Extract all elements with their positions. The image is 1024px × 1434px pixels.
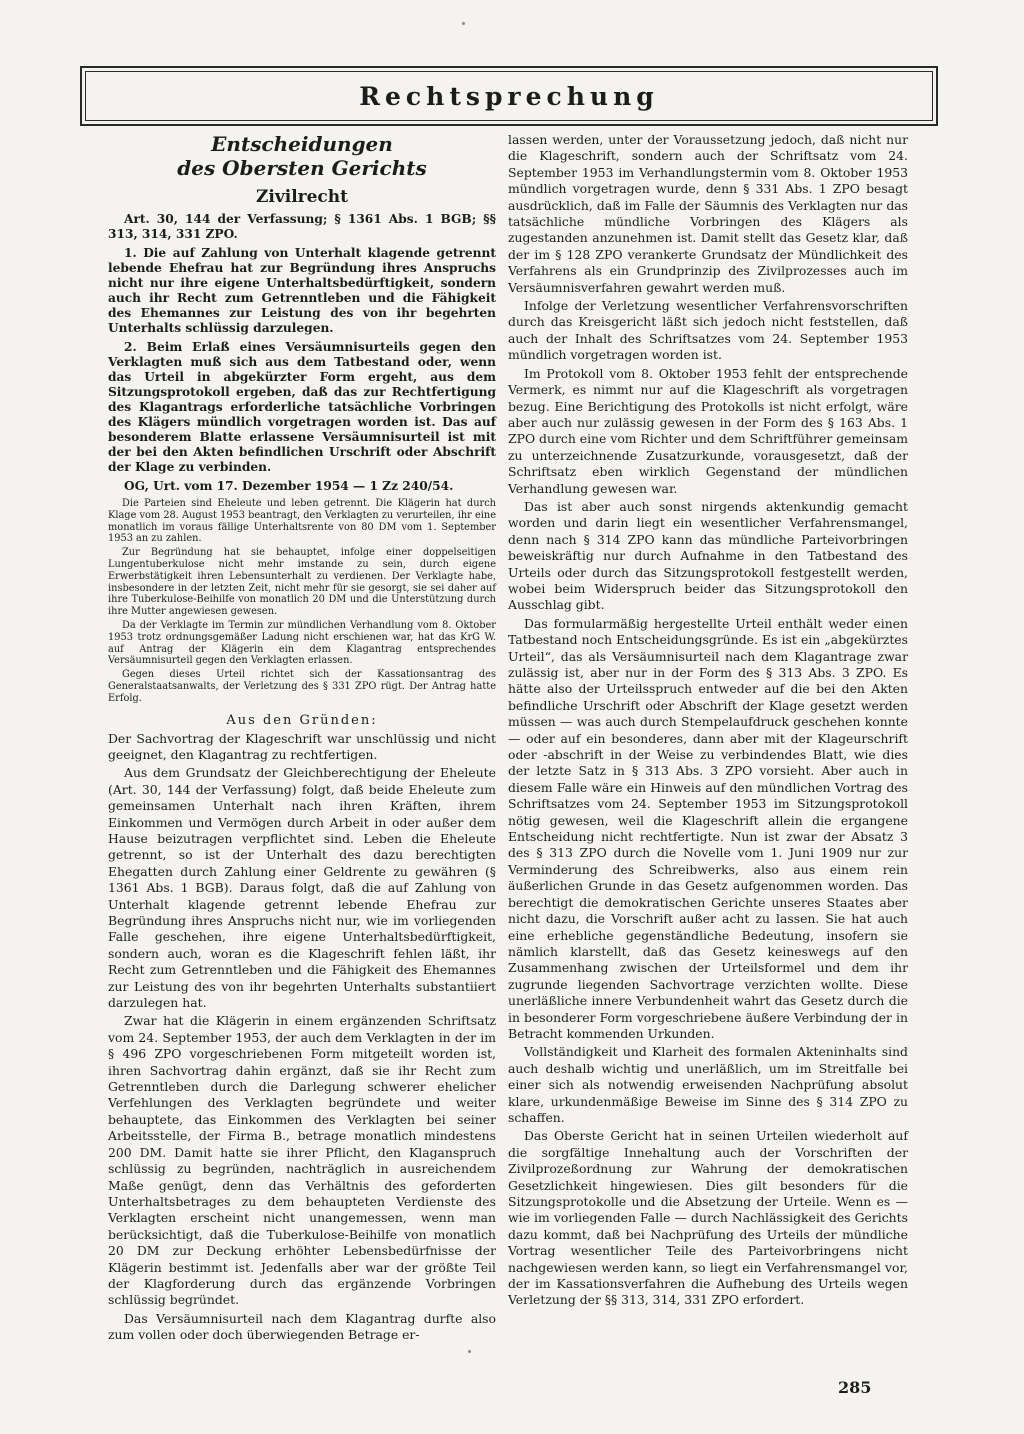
heading-line-1: Entscheidungen — [211, 132, 393, 156]
right-body-paragraph-1: lassen werden, unter der Voraussetzung jedoch, daß nicht nur die Klageschrift, sondern auch der Schriftsatz vom 24. September 1953 im Verhandlungstermin vom 8. Oktober 1953 mündlich vorgetragen wurde, denn § 331 Abs. 1 ZPO besagt ausdrücklich, daß im Falle der Säumnis des Verklagten nur das tatsächliche mündliche Vorbringen des Klägers als zugestanden anzunehmen ist. Damit stellt das Gesetz klar, daß der im § 128 ZPO verankerte Grundsatz der Mündlichkeit des Verfahrens als ein Grundprinzip des Zivilprozesses auch im Versäumnisverfahren gewahrt werden muß. — [508, 132, 908, 295]
headnote-2: 2. Beim Erlaß eines Versäumnisurteils gegen den Verklagten muß sich aus dem Tatbestand oder, wenn das Urteil in abgekürzter Form ergeht, aus dem Sitzungsprotokoll ergeben, daß das zur Rechtfertigung des Klagantrags erforderliche tatsächliche Vorbringen des Klägers mündlich vorgetragen worden ist. Das auf besonderem Blatte erlassene Versäumnisurteil ist mit der bei den Akten befindlichen Urschrift oder Abschrift der Klage zu verbinden. — [108, 340, 496, 474]
right-body-paragraph-6: Vollständigkeit und Klarheit des formalen Akteninhalts sind auch deshalb wichtig und unerläßlich, um im Streitfalle bei einer sich als notwendig erweisenden Nachprüfung absolut klare, urkundenmäßige Beweise im Sinne des § 314 ZPO zu schaffen. — [508, 1044, 908, 1125]
left-body-paragraph-3: Zwar hat die Klägerin in einem ergänzenden Schriftsatz vom 24. September 1953, der auch dem Verklagten in der im § 496 ZPO vorgeschriebenen Form mitgeteilt worden ist, ihren Sachvortrag dahin ergänzt, daß sie ihr Recht zum Getrenntleben durch die Darlegung schwerer ehelicher Verfehlungen des Verklagten begründete und weiter behauptete, das Einkommen des Verklagten bei seiner Arbeitsstelle, der Firma B., betrage monatlich mindestens 200 DM. Damit hatte sie ihrer Pflicht, den Klaganspruch schlüssig zu begründen, nachträglich in ausreichendem Maße genügt, denn das Verhältnis des geforderten Unterhaltsbetrages zu dem behaupteten Verdienste des Verklagten erscheint nicht unangemessen, wenn man berücksichtigt, daß die Tuberkulose-Beihilfe von monatlich 20 DM zur Deckung erhöhter Lebensbedürfnisse der Klägerin bestimmt ist. Jedenfalls aber war der größte Teil der Klagforderung durch das ergänzende Vorbringen schlüssig begründet. — [108, 1013, 496, 1308]
section-title: Rechtsprechung — [359, 82, 659, 111]
scan-speck — [462, 22, 465, 25]
facts-paragraph-1: Die Parteien sind Eheleute und leben getrennt. Die Klägerin hat durch Klage vom 28. August 1953 beantragt, den Verklagten zu verurteilen, ihr eine monatlich im voraus fällige Unterhaltsrente von 80 DM vom 1. September 1953 an zu zahlen. — [108, 498, 496, 545]
scan-speck — [468, 1350, 471, 1353]
right-body-paragraph-2: Infolge der Verletzung wesentlicher Verfahrensvorschriften durch das Kreisgericht läßt sich jedoch nicht feststellen, daß auch der Inhalt des Schriftsatzes vom 24. September 1953 mündlich vorgetragen worden ist. — [508, 298, 908, 363]
right-body-paragraph-4: Das ist aber auch sonst nirgends aktenkundig gemacht worden und darin liegt ein wesentlicher Verfahrensmangel, denn nach § 314 ZPO kann das mündliche Parteivorbringen beweiskräftig nur durch Aufnahme in den Tatbestand des Urteils oder durch das Sitzungsprotokoll festgestellt werden, wobei beim Widerspruch beider das Sitzungsprotokoll den Ausschlag gibt. — [508, 498, 908, 613]
right-column — [508, 132, 908, 1311]
facts-paragraph-4: Gegen dieses Urteil richtet sich der Kassationsantrag des Generalstaatsanwalts, der Verletzung des § 331 ZPO rügt. Der Antrag hatte Erfolg. — [108, 669, 496, 704]
left-column — [108, 132, 496, 1346]
reasons-heading: Aus den Gründen: — [226, 712, 378, 728]
law-citation: Art. 30, 144 der Verfassung; § 1361 Abs. 1 BGB; §§ 313, 314, 331 ZPO. — [108, 212, 496, 241]
right-body-paragraph-5: Das formularmäßig hergestellte Urteil enthält weder einen Tatbestand noch Entscheidungsgründe. Es ist ein „abgekürztes Urteil“, das als Versäumnisurteil nach dem Klagantrage zwar zulässig ist, aber nur in der Form des § 313 Abs. 3 ZPO. Es hätte also der Urteilsspruch entweder auf die bei den Akten befindliche Urschrift oder Abschrift der Klage gesetzt werden müssen — was auch durch Stempelaufdruck geschehen konnte — oder auf ein besonderes, dann aber mit der Klageurschrift oder -abschrift in der Weise zu verbindendes Blatt, wie dies der letzte Satz in § 313 Abs. 3 ZPO vorsieht. Aber auch in diesem Falle wäre ein Hinweis auf den mündlichen Vortrag des Schriftsatzes vom 24. September 1953 im Sitzungsprotokoll nötig gewesen, weil die Klageschrift allein die ergangene Entscheidung nicht rechtfertigte. Nun ist zwar der Absatz 3 des § 313 ZPO durch die Novelle vom 1. Juni 1909 nur zur Verminderung des Schreibwerks, also aus einem rein äußerlichen Grunde in das Gesetz aufgenommen worden. Das berechtigt die demokratischen Gerichte unseres Staates aber nicht dazu, die Vorschrift außer acht zu lassen. Sie hat auch eine erhebliche gegenständliche Bedeutung, insofern sie nämlich klarstellt, daß das Gesetz keineswegs auf den Zusammenhang zwischen der Urteilsformel und dem ihr zugrunde liegenden Sachvortrage verzichten wollte. Diese unerläßliche innere Verbundenheit wahrt das Gesetz durch die in besonderer Form vorgeschriebene äußere Verbindung der in Betracht kommenden Urkunden. — [508, 615, 908, 1041]
section-heading-zivilrecht: Zivilrecht — [256, 187, 348, 207]
left-body-paragraph-4: Das Versäumnisurteil nach dem Klagantrag durfte also zum vollen oder doch überwiegenden Betrage er- — [108, 1310, 496, 1343]
facts-paragraph-2: Zur Begründung hat sie behauptet, infolge einer doppelseitigen Lungentuberkulose nicht mehr imstande zu sein, durch eigene Erwerbstätigkeit ihren Lebensunterhalt zu verdienen. Der Verklagte habe, insbesondere in der letzten Zeit, nicht mehr für sie gesorgt, sie sei daher auf ihre Tuberkulose-Beihilfe von monatlich 20 DM und die Unterstützung durch ihre Mutter angewiesen gewesen. — [108, 547, 496, 618]
right-body-paragraph-3: Im Protokoll vom 8. Oktober 1953 fehlt der entsprechende Vermerk, es nimmt nur auf die Klageschrift als vorgetragen bezug. Eine Berichtigung des Protokolls ist nicht erfolgt, wäre aber auch nur zulässig gewesen in der Form des § 163 Abs. 1 ZPO durch eine vom Richter und dem Schriftführer gemeinsam zu unterzeichnende Zusatzurkunde, vorausgesetzt, daß der Schriftsatz eben wirklich Gegenstand der mündlichen Verhandlung gewesen war. — [508, 365, 908, 496]
page-number: 285 — [838, 1378, 872, 1397]
right-body-paragraph-7: Das Oberste Gericht hat in seinen Urteilen wiederholt auf die sorgfältige Innehaltung auch der Vorschriften der Zivilprozeßordnung zur Wahrung der demokratischen Gesetzlichkeit hingewiesen. Dies gilt besonders für die Sitzungsprotokolle und die Absetzung der Urteile. Wenn es — wie im vorliegenden Falle — durch Nachlässigkeit des Gerichts dazu kommt, daß bei Nachprüfung des Urteils der mündliche Vortrag wesentlicher Teile des Parteivorbringens nicht nachgewiesen werden kann, so liegt ein Verfahrensmangel vor, der im Kassationsverfahren die Aufhebung des Urteils wegen Verletzung der §§ 313, 314, 331 ZPO erfordert. — [508, 1128, 908, 1308]
decision-reference: OG, Urt. vom 17. Dezember 1954 — 1 Zz 240/54. — [124, 479, 454, 493]
heading-line-2: des Obersten Gerichts — [177, 156, 427, 180]
left-body-paragraph-1: Der Sachvortrag der Klageschrift war unschlüssig und nicht geeignet, den Klagantrag zu rechtfertigen. — [108, 730, 496, 762]
facts-paragraph-3: Da der Verklagte im Termin zur mündlichen Verhandlung vom 8. Oktober 1953 trotz ordnungsgemäßer Ladung nicht erschienen war, hat das KrG W. auf Antrag der Klägerin ein dem Klagantrag entsprechendes Versäumnisurteil gegen den Verklagten erlassen. — [108, 619, 496, 667]
left-body-paragraph-2: Aus dem Grundsatz der Gleichberechtigung der Eheleute (Art. 30, 144 der Verfassung) folgt, daß beide Eheleute zum gemeinsamen Unterhalt nach ihren Kräften, ihrem Einkommen und Vermögen durch Arbeit in oder außer dem Hause beizutragen verpflichtet sind. Leben die Eheleute getrennt, so ist der Unterhalt des dazu berechtigten Ehegatten durch Zahlung einer Geldrente zu gewähren (§ 1361 Abs. 1 BGB). Daraus folgt, daß die auf Zahlung von Unterhalt klagende getrennt lebende Ehefrau zur Begründung ihres Anspruchs nicht nur, wie im vorliegenden Falle geschehen, ihre eigene Unterhaltsbedürftigkeit, sondern auch, woran es die Klageschrift fehlen läßt, ihr Recht zum Getrenntleben und die Fähigkeit des Ehemannes zur Leistung des von ihr begehrten Unterhalts substantiiert darzulegen hat. — [108, 765, 496, 1011]
section-header-box — [80, 66, 938, 126]
headnote-1: 1. Die auf Zahlung von Unterhalt klagende getrennt lebende Ehefrau hat zur Begründung ihres Anspruchs nicht nur ihre eigene Unterhaltsbedürftigkeit, sondern auch ihr Recht zum Getrenntleben und die Fähigkeit des Ehemannes zur Leistung des von ihr begehrten Unterhalts schlüssig darzulegen. — [108, 246, 496, 335]
